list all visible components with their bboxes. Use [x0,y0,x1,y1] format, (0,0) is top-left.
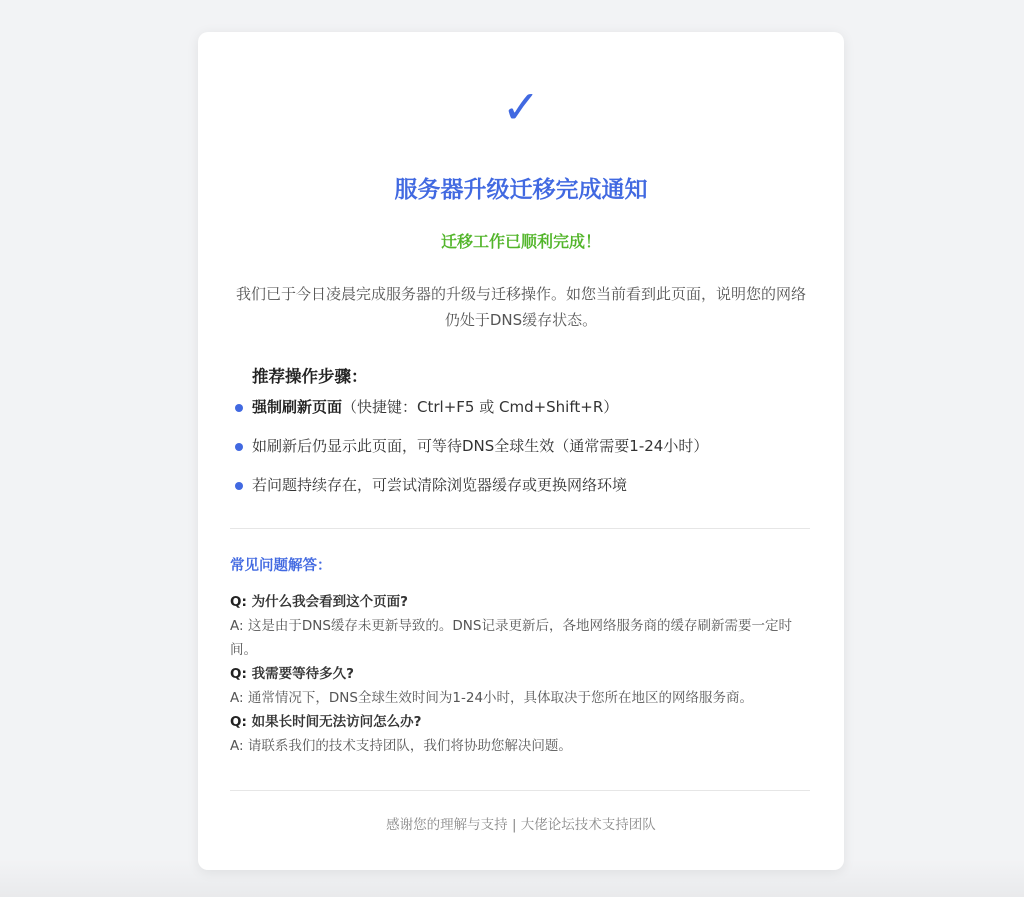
steps-list [234,394,814,511]
intro-text: 我们已于今日凌晨完成服务器的升级与迁移操作。如您当前看到此页面，说明您的网络仍处于DNS缓存状态。 [235,285,806,329]
faq-question-label: Q: [230,666,247,682]
list-item [234,472,814,498]
bullet-dot-icon [235,443,243,451]
faq-question [230,590,812,614]
faq-answer: A: 通常情况下，DNS全球生效时间为1-24小时，具体取决于您所在地区的网络服务商。 [230,690,754,706]
success-message: 迁移工作已顺利完成！ [440,232,601,251]
step-text: （快捷键：Ctrl+F5 或 Cmd+Shift+R） [342,398,619,416]
faq-question [230,662,812,686]
faq-list [230,590,812,758]
faq-question-text: 如果长时间无法访问怎么办? [251,714,422,730]
steps-title: 推荐操作步骤： [252,367,368,386]
list-item [234,394,814,420]
divider [230,528,810,529]
faq-answer: A: 这是由于DNS缓存未更新导致的。DNS记录更新后，各地网络服务商的缓存刷新需要一定时间。 [230,618,792,658]
step-text: 若问题持续存在，可尝试清除浏览器缓存或更换网络环境 [252,476,628,494]
checkmark-icon: ✓ [501,80,541,134]
faq-answer: A: 请联系我们的技术支持团队，我们将协助您解决问题。 [230,738,572,754]
faq-question [230,710,812,734]
faq-question-label: Q: [230,594,247,610]
footer-text: 感谢您的理解与支持 | 大佬论坛技术支持团队 [386,817,656,833]
divider [230,790,810,791]
page-title: 服务器升级迁移完成通知 [394,177,648,203]
faq-question-text: 我需要等待多久? [251,666,354,682]
faq-question-text: 为什么我会看到这个页面? [251,594,408,610]
step-text: 如刷新后仍显示此页面，可等待DNS全球生效（通常需要1-24小时） [252,437,709,455]
faq-question-label: Q: [230,714,247,730]
step-bold-label: 强制刷新页面 [252,398,343,416]
faq-title: 常见问题解答： [230,558,332,574]
list-item [234,433,814,459]
bullet-dot-icon [235,482,243,490]
notice-card [198,32,844,870]
bullet-dot-icon [235,404,243,412]
